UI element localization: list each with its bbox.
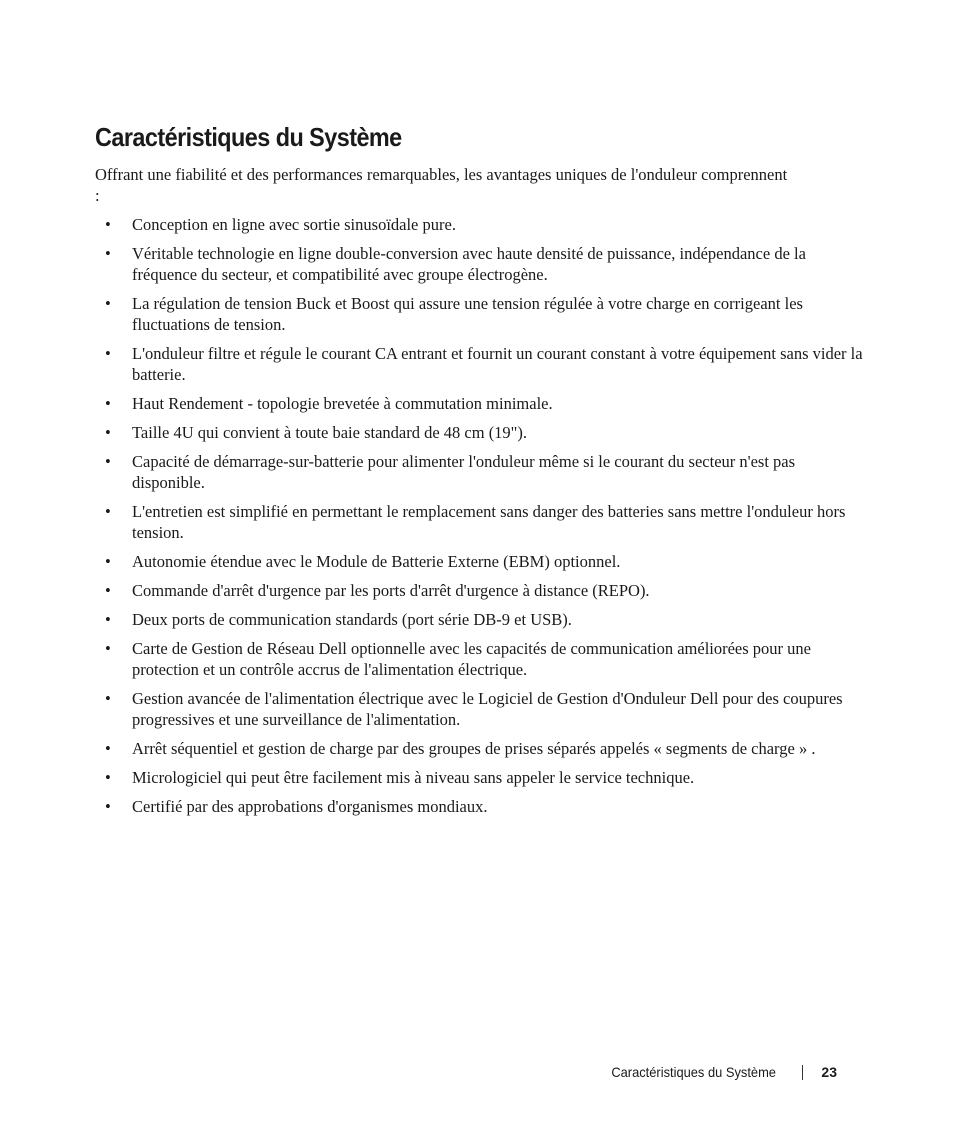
footer-separator	[802, 1065, 803, 1080]
feature-item	[95, 501, 865, 543]
feature-text: Certifié par des approbations d'organismes mondiaux.	[132, 797, 488, 816]
feature-text: Gestion avancée de l'alimentation électrique avec le Logiciel de Gestion d'Onduleur Dell pour des coupures progressives et une surveillance de l'alimentation.	[132, 689, 843, 729]
feature-text: Deux ports de communication standards (port série DB-9 et USB).	[132, 610, 572, 629]
feature-item	[95, 738, 865, 759]
feature-text: Arrêt séquentiel et gestion de charge par des groupes de prises séparés appelés « segments de charge » .	[132, 739, 816, 758]
bullet-icon: •	[105, 797, 111, 816]
bullet-icon: •	[105, 294, 111, 313]
feature-item	[95, 767, 865, 788]
page-title: Caractéristiques du Système	[95, 122, 402, 152]
bullet-icon: •	[105, 452, 111, 471]
feature-text: Véritable technologie en ligne double-conversion avec haute densité de puissance, indépendance de la fréquence du secteur, et compatibilité avec groupe électrogène.	[132, 244, 806, 284]
bullet-icon: •	[105, 244, 111, 263]
feature-item	[95, 451, 865, 493]
bullet-icon: •	[105, 610, 111, 629]
bullet-icon: •	[105, 689, 111, 708]
page-number: 23	[821, 1064, 837, 1080]
bullet-icon: •	[105, 552, 111, 571]
bullet-icon: •	[105, 739, 111, 758]
intro-paragraph: Offrant une fiabilité et des performances remarquables, les avantages uniques de l'onduleur comprennent :	[95, 165, 788, 205]
feature-item	[95, 293, 865, 335]
feature-text: Autonomie étendue avec le Module de Batterie Externe (EBM) optionnel.	[132, 552, 621, 571]
feature-text: Haut Rendement - topologie brevetée à commutation minimale.	[132, 394, 553, 413]
feature-text: L'entretien est simplifié en permettant le remplacement sans danger des batteries sans mettre l'onduleur hors tension.	[132, 502, 846, 542]
feature-item	[95, 688, 865, 730]
bullet-icon: •	[105, 581, 111, 600]
bullet-icon: •	[105, 768, 111, 787]
feature-text: Capacité de démarrage-sur-batterie pour alimenter l'onduleur même si le courant du secteur n'est pas disponible.	[132, 452, 796, 492]
feature-item	[95, 580, 865, 601]
feature-item	[95, 609, 865, 630]
feature-item	[95, 343, 865, 385]
feature-item	[95, 393, 865, 414]
bullet-icon: •	[105, 394, 111, 413]
bullet-icon: •	[105, 344, 111, 363]
bullet-icon: •	[105, 639, 111, 658]
feature-item	[95, 214, 865, 235]
feature-text: L'onduleur filtre et régule le courant CA entrant et fournit un courant constant à votre équipement sans vider la batterie.	[132, 344, 863, 384]
feature-text: Commande d'arrêt d'urgence par les ports d'arrêt d'urgence à distance (REPO).	[132, 581, 650, 600]
footer-section-title: Caractéristiques du Système	[611, 1064, 777, 1080]
bullet-icon: •	[105, 502, 111, 521]
feature-item	[95, 551, 865, 572]
feature-text: Carte de Gestion de Réseau Dell optionnelle avec les capacités de communication améliorées pour une protection et un contrôle accrus de l'alimentation électrique.	[132, 639, 811, 679]
bullet-icon: •	[105, 423, 111, 442]
feature-text: Taille 4U qui convient à toute baie standard de 48 cm (19").	[132, 423, 528, 442]
bullet-icon: •	[105, 215, 111, 234]
features-list	[95, 214, 865, 825]
feature-item	[95, 243, 865, 285]
feature-text: La régulation de tension Buck et Boost qui assure une tension régulée à votre charge en corrigeant les fluctuations de tension.	[132, 294, 803, 334]
feature-item	[95, 638, 865, 680]
feature-item	[95, 422, 865, 443]
page-footer	[597, 1062, 837, 1082]
feature-text: Conception en ligne avec sortie sinusoïdale pure.	[132, 215, 456, 234]
feature-text: Micrologiciel qui peut être facilement mis à niveau sans appeler le service technique.	[132, 768, 695, 787]
feature-item	[95, 796, 865, 817]
